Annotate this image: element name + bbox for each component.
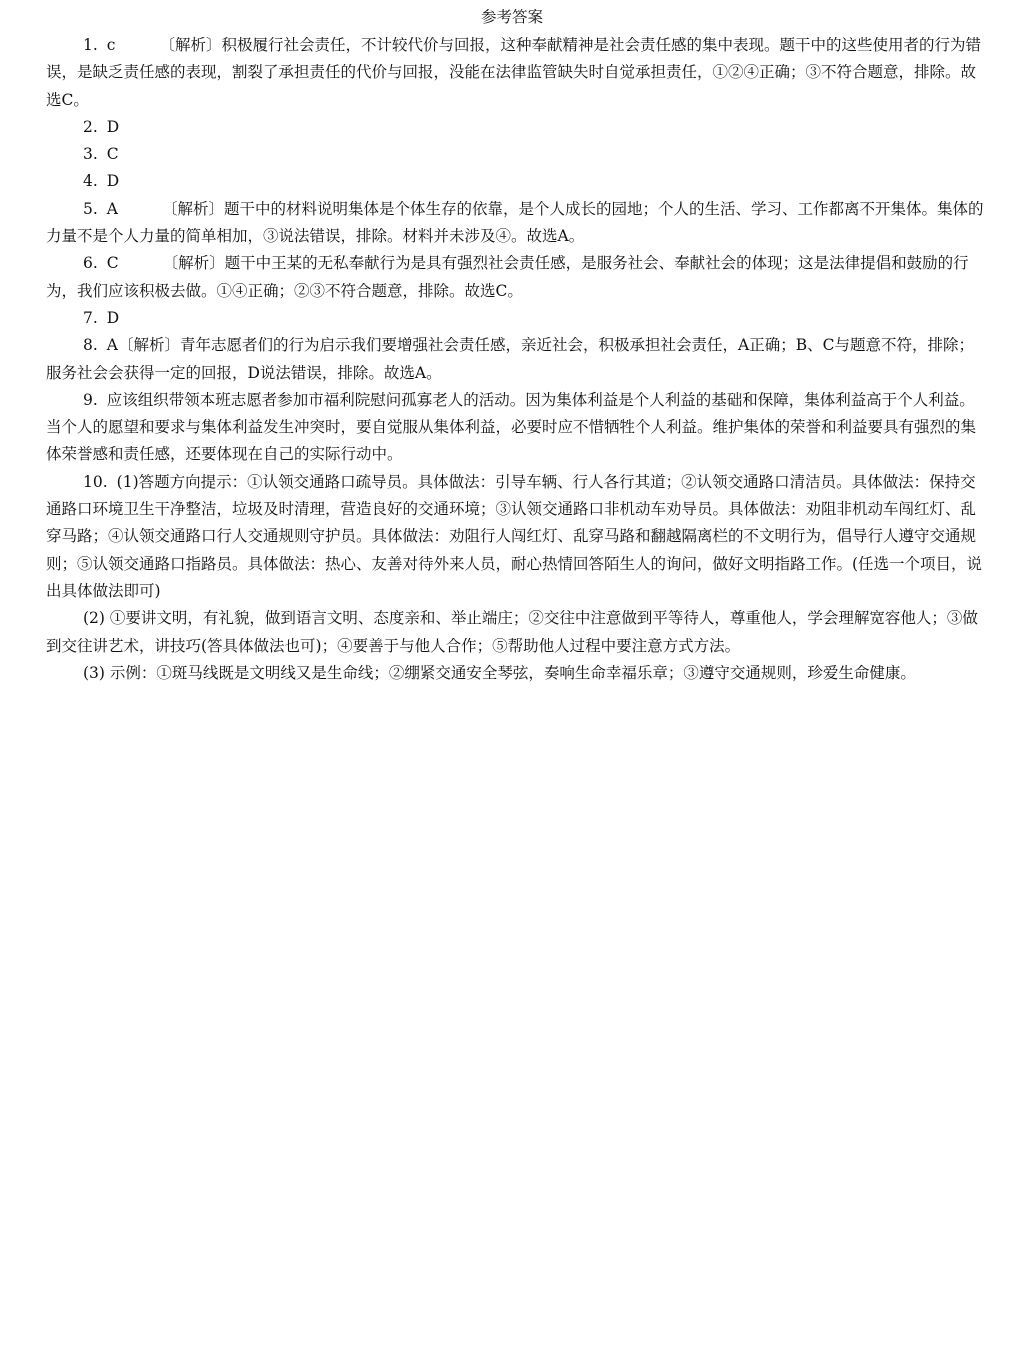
item-explanation: 〔解析〕青年志愿者们的行为启示我们要增强社会责任感，亲近社会，积极承担社会责任，A正确；B、C与题意不符，排除；服务社会会获得一定的回报，D说法错误，排除。故选A。 bbox=[46, 336, 974, 382]
item-explanation: (3) 示例：①斑马线既是文明线又是生命线；②绷紧交通安全琴弦，奏响生命幸福乐章；③遵守交通规则，珍爱生命健康。 bbox=[83, 663, 916, 682]
item-explanation: 应该组织带领本班志愿者参加市福利院慰问孤寡老人的活动。因为集体利益是个人利益的基础和保障，集体利益高于个人利益。当个人的愿望和要求与集体利益发生冲突时，要自觉服从集体利益，必要时应不惜牺牲个人利益。维护集体的荣誉和利益要具有强烈的集体荣誉感和责任感，还要体现在自己的实际行动中。 bbox=[46, 390, 977, 464]
answer-item-10-part-1 bbox=[46, 469, 986, 605]
answer-item-4 bbox=[46, 168, 986, 195]
item-answer: D bbox=[106, 117, 120, 136]
answer-item-2 bbox=[46, 114, 986, 141]
item-number: 9. bbox=[83, 390, 98, 409]
answer-list bbox=[46, 32, 986, 687]
item-number: 10. bbox=[83, 472, 108, 491]
item-explanation: 〔解析〕题干中的材料说明集体是个体生存的依靠，是个人成长的园地；个人的生活、学习、工作都离不开集体。集体的力量不是个人力量的简单相加，③说法错误，排除。材料并未涉及④。故选A。 bbox=[46, 199, 984, 246]
item-explanation: 〔解析〕题干中王某的无私奉献行为是具有强烈社会责任感，是服务社会、奉献社会的体现；这是法律提倡和鼓励的行为，我们应该积极去做。①④正确；②③不符合题意，排除。故选C。 bbox=[46, 254, 969, 300]
answer-item-10-part-3 bbox=[46, 660, 986, 687]
item-answer: D bbox=[106, 172, 120, 191]
answer-item-1 bbox=[46, 32, 986, 114]
page-title: 参考答案 bbox=[480, 8, 543, 26]
item-answer: A bbox=[106, 199, 118, 218]
answer-item-10-part-2 bbox=[46, 605, 986, 660]
item-answer: D bbox=[106, 308, 120, 327]
item-answer: C bbox=[106, 145, 119, 164]
item-number: 1. bbox=[83, 36, 98, 54]
item-explanation: (2) ①要讲文明，有礼貌，做到语言文明、态度亲和、举止端庄；②交往中注意做到平等待人，尊重他人，学会理解宽容他人；③做到交往讲艺术，讲技巧(答具体做法也可)；④要善于与他人合作；⑤帮助他人过程中要注意方式方法。 bbox=[46, 609, 978, 655]
answer-item-7 bbox=[46, 305, 986, 332]
item-number: 4. bbox=[83, 172, 98, 191]
item-answer: c bbox=[106, 36, 116, 54]
answer-item-3 bbox=[46, 141, 986, 168]
answer-item-5 bbox=[46, 196, 986, 251]
item-number: 6. bbox=[83, 254, 98, 273]
item-number: 8. bbox=[83, 336, 98, 355]
item-number: 7. bbox=[83, 308, 98, 327]
answer-item-8 bbox=[46, 332, 986, 387]
item-explanation: 〔解析〕积极履行社会责任，不计较代价与回报，这种奉献精神是社会责任感的集中表现。题干中的这些使用者的行为错误，是缺乏责任感的表现，割裂了承担责任的代价与回报，没能在法律监管缺失时自觉承担责任，①②④正确；③不符合题意，排除。故选C。 bbox=[46, 36, 981, 109]
item-answer: A bbox=[106, 336, 118, 355]
answer-item-9 bbox=[46, 387, 986, 469]
item-number: 3. bbox=[83, 145, 98, 164]
item-number: 5. bbox=[83, 199, 98, 218]
answer-item-6 bbox=[46, 250, 986, 305]
item-answer: C bbox=[106, 254, 119, 273]
item-number: 2. bbox=[83, 117, 98, 136]
item-explanation: (1)答题方向提示：①认领交通路口疏导员。具体做法：引导车辆、行人各行其道；②认领交通路口清洁员。具体做法：保持交通路口环境卫生干净整洁，垃圾及时清理，营造良好的交通环境；③认领交通路口非机动车劝导员。具体做法：劝阻非机动车闯红灯、乱穿马路；④认领交通路口行人交通规则守护员。具体做法：劝阻行人闯红灯、乱穿马路和翻越隔离栏的不文明行为，倡导行人遵守交通规则；⑤认领交通路口指路员。具体做法：热心、友善对待外来人员，耐心热情回答陌生人的询问，做好文明指路工作。(任选一个项目，说出具体做法即可) bbox=[46, 472, 983, 600]
